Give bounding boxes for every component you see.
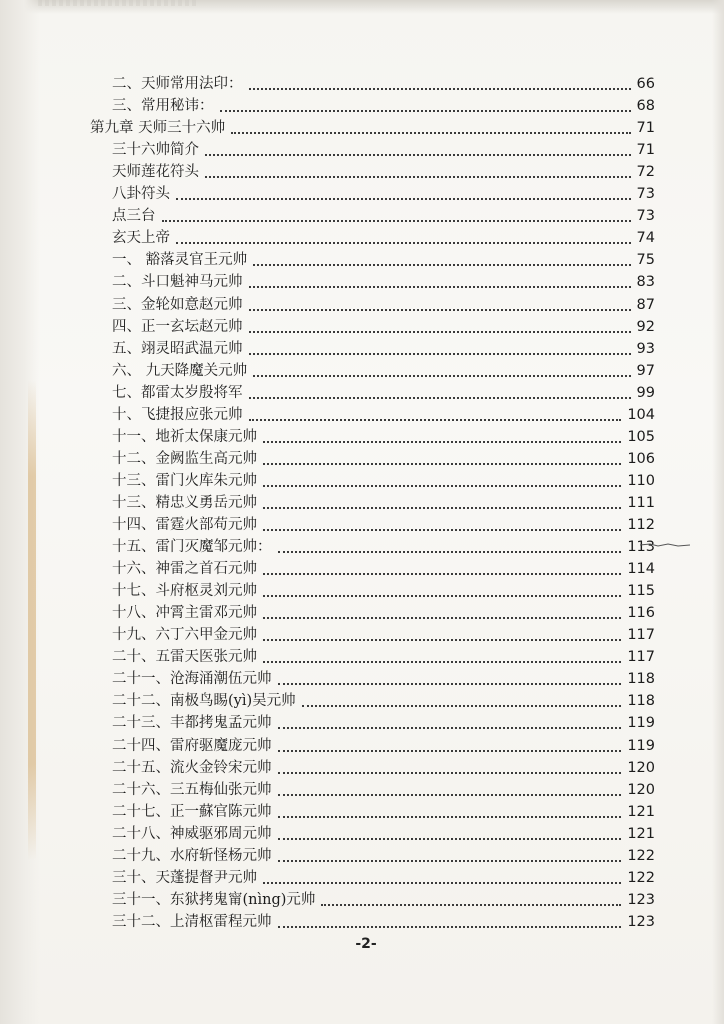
toc-entry-title: 二十、五雷天医张元帅 xyxy=(112,649,257,666)
toc-entry-page: 72 xyxy=(636,164,655,181)
toc-entry-page: 105 xyxy=(627,428,655,445)
toc-entry-page: 73 xyxy=(636,208,655,225)
dot-leader xyxy=(263,529,621,531)
toc-entry-title: 三十六帅简介 xyxy=(112,142,199,159)
toc-entry-title: 四、正一玄坛赵元帅 xyxy=(112,318,243,335)
toc-entry-page: 115 xyxy=(627,583,655,600)
dot-leader xyxy=(321,904,621,906)
dot-leader xyxy=(249,88,631,90)
toc-entry-page: 123 xyxy=(627,891,655,908)
dot-leader xyxy=(263,573,621,575)
toc-entry-title: 二十二、南极鸟睗(yì)吴元帅 xyxy=(112,693,296,710)
dot-leader xyxy=(253,375,630,377)
toc-entry-title: 点三台 xyxy=(112,208,156,225)
toc-entry xyxy=(112,403,655,425)
toc-entry-title: 十八、冲霄主雷邓元帅 xyxy=(112,605,257,622)
toc-entry-title: 七、都雷太岁殷将军 xyxy=(112,384,243,401)
dot-leader xyxy=(249,397,631,399)
toc-entry-title: 十五、雷门灭魔邹元帅： xyxy=(112,539,272,556)
page-footer xyxy=(0,936,724,952)
toc-entry-title: 二十九、水府斩怪杨元帅 xyxy=(112,847,272,864)
dot-leader xyxy=(278,727,622,729)
toc-entry-title: 一、 豁落灵官王元帅 xyxy=(112,252,248,269)
toc-entry xyxy=(112,72,655,94)
toc-entry xyxy=(112,645,655,667)
toc-entry xyxy=(112,888,655,910)
toc-entry-title: 二十四、雷府驱魔庞元帅 xyxy=(112,737,272,754)
toc-entry-page: 71 xyxy=(636,120,655,137)
toc-entry xyxy=(112,756,655,778)
toc-entry-page: 120 xyxy=(627,759,655,776)
dot-leader xyxy=(278,860,622,862)
dot-leader xyxy=(249,286,631,288)
toc-entry-page: 110 xyxy=(627,472,655,489)
dot-leader xyxy=(176,242,631,244)
toc-entry-title: 玄天上帝 xyxy=(112,230,170,247)
dot-leader xyxy=(263,617,621,619)
toc-entry-title: 六、 九天降魔关元帅 xyxy=(112,362,248,379)
dot-leader xyxy=(249,353,631,355)
toc-entry-page: 99 xyxy=(636,384,655,401)
toc-entry xyxy=(112,491,655,513)
toc-entry xyxy=(90,116,655,138)
paper-crease xyxy=(640,541,690,549)
dot-leader xyxy=(263,441,621,443)
toc-entry-title: 十六、神雷之首石元帅 xyxy=(112,561,257,578)
dot-leader xyxy=(278,926,622,928)
dot-leader xyxy=(263,639,621,641)
toc-entry-title: 五、翊灵昭武温元帅 xyxy=(112,340,243,357)
dot-leader xyxy=(263,661,621,663)
toc-entry-page: 119 xyxy=(627,715,655,732)
toc-entry-title: 十、飞捷报应张元帅 xyxy=(112,406,243,423)
toc-entry-title: 二十六、三五梅仙张元帅 xyxy=(112,781,272,798)
dot-leader xyxy=(263,463,621,465)
toc-entry-title: 三十一、东狱拷鬼甯(nìng)元帅 xyxy=(112,891,316,908)
toc-entry xyxy=(112,623,655,645)
toc-entry xyxy=(112,557,655,579)
toc-entry-title: 二十三、丰都拷鬼孟元帅 xyxy=(112,715,272,732)
toc-entry xyxy=(112,866,655,888)
dot-leader xyxy=(263,485,621,487)
toc-entry xyxy=(112,778,655,800)
toc-entry-title: 八卦符头 xyxy=(112,186,170,203)
dot-leader xyxy=(249,419,622,421)
toc-entry-title: 十一、地祈太保康元帅 xyxy=(112,428,257,445)
toc-entry-page: 121 xyxy=(627,803,655,820)
toc-entry xyxy=(112,359,655,381)
toc-entry xyxy=(112,601,655,623)
toc-entry-page: 113 xyxy=(627,539,655,556)
dot-leader xyxy=(278,772,622,774)
dot-leader xyxy=(263,507,621,509)
dot-leader xyxy=(176,198,631,200)
toc-entry-title: 天师莲花符头 xyxy=(112,164,199,181)
toc-entry-page: 114 xyxy=(627,561,655,578)
toc-entry-title: 二、斗口魁神马元帅 xyxy=(112,274,243,291)
toc-entry xyxy=(112,315,655,337)
toc-entry xyxy=(112,535,655,557)
toc-entry-page: 104 xyxy=(627,406,655,423)
toc-entry xyxy=(112,579,655,601)
dot-leader xyxy=(263,595,621,597)
toc-entry-page: 92 xyxy=(636,318,655,335)
toc-entry-page: 74 xyxy=(636,230,655,247)
toc-entry xyxy=(112,160,655,182)
toc-entry-title: 第九章 天师三十六帅 xyxy=(90,120,226,137)
dot-leader xyxy=(278,551,622,553)
dot-leader xyxy=(253,264,630,266)
toc-entry-title: 十三、雷门火库朱元帅 xyxy=(112,472,257,489)
toc-entry-page: 117 xyxy=(627,627,655,644)
toc-entry-title: 十四、雷霆火部苟元帅 xyxy=(112,517,257,533)
toc-entry-title: 三、金轮如意赵元帅 xyxy=(112,296,243,313)
toc-entry-page: 97 xyxy=(636,362,655,379)
dot-leader xyxy=(249,331,631,333)
toc-entry-page: 111 xyxy=(627,494,655,511)
toc-entry-page: 117 xyxy=(627,649,655,666)
toc-entry xyxy=(112,138,655,160)
toc-entry xyxy=(112,910,655,932)
dot-leader xyxy=(278,838,622,840)
toc-entry-title: 十七、斗府枢灵刘元帅 xyxy=(112,583,257,600)
toc-entry-title: 三十、天蓬提督尹元帅 xyxy=(112,869,257,886)
toc-entry xyxy=(112,293,655,315)
toc-entry-page: 118 xyxy=(627,671,655,688)
toc-entry xyxy=(112,94,655,116)
toc-entry xyxy=(112,844,655,866)
toc-entry xyxy=(112,337,655,359)
toc-entry xyxy=(112,667,655,689)
dot-leader xyxy=(205,176,631,178)
toc-entry-title: 二十一、沧海涌潮伍元帅 xyxy=(112,671,272,688)
toc-entry-page: 122 xyxy=(627,847,655,864)
toc-entry xyxy=(112,513,655,535)
toc-entry-page: 112 xyxy=(627,517,655,533)
toc-entry-page: 83 xyxy=(636,274,655,291)
dot-leader xyxy=(302,705,622,707)
dot-leader xyxy=(278,683,622,685)
dot-leader xyxy=(278,750,622,752)
toc-entry-page: 122 xyxy=(627,869,655,886)
toc-entry-page: 93 xyxy=(636,340,655,357)
toc-entry xyxy=(112,204,655,226)
toc-entry-page: 123 xyxy=(627,913,655,930)
toc-entry xyxy=(112,248,655,270)
toc-entry-title: 十二、金阙监生高元帅 xyxy=(112,450,257,467)
toc-entry xyxy=(112,711,655,733)
toc-entry xyxy=(112,270,655,292)
toc-entry-page: 75 xyxy=(636,252,655,269)
toc-entry xyxy=(112,226,655,248)
toc-entry-page: 118 xyxy=(627,693,655,710)
toc-entry-title: 二十五、流火金铃宋元帅 xyxy=(112,759,272,776)
toc-entry xyxy=(112,469,655,491)
dot-leader xyxy=(231,132,630,134)
toc-entry-page: 121 xyxy=(627,825,655,842)
toc-entry xyxy=(112,381,655,403)
toc-entry xyxy=(112,689,655,711)
toc-entry-title: 十三、精忠义勇岳元帅 xyxy=(112,494,257,511)
toc-entry-page: 87 xyxy=(636,296,655,313)
toc-entry-title: 三十二、上清枢雷程元帅 xyxy=(112,913,272,930)
toc-entry xyxy=(112,822,655,844)
dot-leader xyxy=(220,110,631,112)
toc-entry-title: 十九、六丁六甲金元帅 xyxy=(112,627,257,644)
dot-leader xyxy=(205,154,631,156)
toc-entry-page: 120 xyxy=(627,781,655,798)
dot-leader xyxy=(162,220,631,222)
dot-leader xyxy=(278,816,622,818)
toc-entry-title: 二、天师常用法印： xyxy=(112,76,243,92)
toc-entry-page: 66 xyxy=(636,76,655,92)
toc-entry xyxy=(112,734,655,756)
toc-entry-title: 三、常用秘讳： xyxy=(112,98,214,115)
toc-entry-page: 119 xyxy=(627,737,655,754)
toc-entry xyxy=(112,447,655,469)
toc-entry-title: 二十七、正一蘇官陈元帅 xyxy=(112,803,272,820)
toc-entry-page: 106 xyxy=(627,450,655,467)
toc-entry xyxy=(112,425,655,447)
toc-entry-page: 116 xyxy=(627,605,655,622)
dot-leader xyxy=(249,309,631,311)
toc-entry xyxy=(112,182,655,204)
toc-entry-page: 73 xyxy=(636,186,655,203)
toc-entry xyxy=(112,800,655,822)
dot-leader xyxy=(263,882,621,884)
dot-leader xyxy=(278,794,622,796)
toc-entry-title: 二十八、神威驱邪周元帅 xyxy=(112,825,272,842)
page-number: -2- xyxy=(355,936,377,952)
toc-entry-page: 71 xyxy=(636,142,655,159)
toc-entry-page: 68 xyxy=(636,98,655,115)
